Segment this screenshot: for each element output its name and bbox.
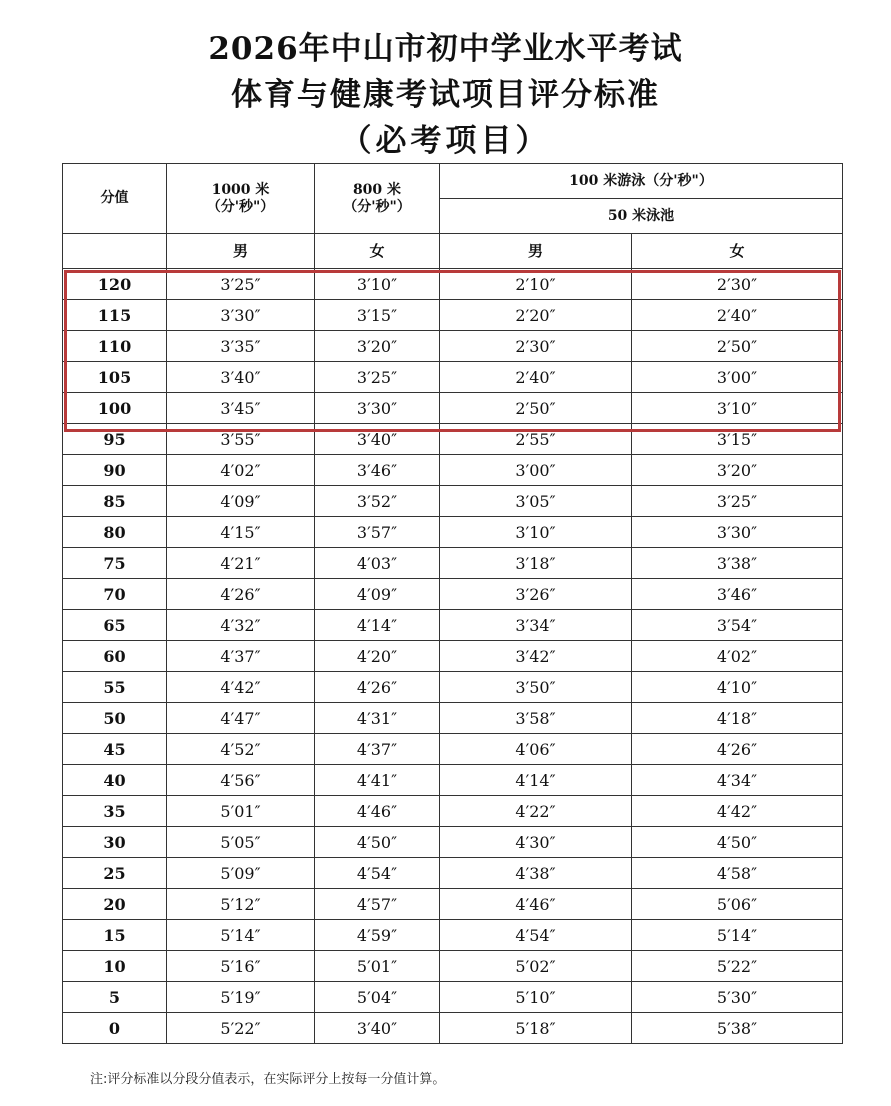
swim-female-cell: 3′10″ [632, 393, 843, 424]
800m-female-cell: 5′01″ [315, 951, 440, 982]
1000m-male-cell: 5′12″ [167, 889, 315, 920]
swim-male-cell: 3′26″ [440, 579, 632, 610]
1000m-male-cell: 4′15″ [167, 517, 315, 548]
800m-female-cell: 4′14″ [315, 610, 440, 641]
swim-male-cell: 5′18″ [440, 1013, 632, 1044]
scoring-table [62, 163, 843, 1044]
800m-female-cell: 4′37″ [315, 734, 440, 765]
score: 85 [63, 486, 167, 517]
table-row [63, 982, 843, 1013]
header-800m-unit: （分'秒"） [343, 198, 411, 215]
score: 45 [63, 734, 167, 765]
800m-female-cell: 3′40″ [315, 1013, 440, 1044]
swim-female-cell: 2′40″ [632, 300, 843, 331]
swim-male-cell: 2′30″ [440, 331, 632, 362]
800m-female-cell: 4′41″ [315, 765, 440, 796]
header-female-swim: 女 [632, 234, 843, 269]
header-male-1000m: 男 [167, 234, 315, 269]
swim-male-cell: 5′10″ [440, 982, 632, 1013]
swim-female-cell: 2′30″ [632, 269, 843, 300]
score: 40 [63, 765, 167, 796]
table-row [63, 517, 843, 548]
score: 115 [63, 300, 167, 331]
score: 35 [63, 796, 167, 827]
table-row [63, 362, 843, 393]
header-score: 分值 [63, 164, 167, 234]
swim-female-cell: 5′38″ [632, 1013, 843, 1044]
footnote: 注:评分标准以分段分值表示，在实际评分上按每一分值计算。 [90, 1072, 446, 1087]
swim-male-cell: 4′06″ [440, 734, 632, 765]
swim-female-cell: 3′00″ [632, 362, 843, 393]
score: 120 [63, 269, 167, 300]
table-row [63, 1013, 843, 1044]
header-gender-blank [63, 234, 167, 269]
1000m-male-cell: 4′52″ [167, 734, 315, 765]
800m-female-cell: 5′04″ [315, 982, 440, 1013]
800m-female-cell: 4′09″ [315, 579, 440, 610]
1000m-male-cell: 5′01″ [167, 796, 315, 827]
table-row [63, 548, 843, 579]
swim-female-cell: 3′54″ [632, 610, 843, 641]
table-row [63, 579, 843, 610]
1000m-male-cell: 3′45″ [167, 393, 315, 424]
800m-female-cell: 3′25″ [315, 362, 440, 393]
header-1000m [167, 164, 315, 234]
1000m-male-cell: 4′26″ [167, 579, 315, 610]
score: 70 [63, 579, 167, 610]
800m-female-cell: 4′59″ [315, 920, 440, 951]
score: 100 [63, 393, 167, 424]
swim-male-cell: 4′30″ [440, 827, 632, 858]
swim-male-cell: 4′22″ [440, 796, 632, 827]
swim-male-cell: 3′10″ [440, 517, 632, 548]
swim-female-cell: 5′30″ [632, 982, 843, 1013]
swim-female-cell: 5′14″ [632, 920, 843, 951]
800m-female-cell: 4′50″ [315, 827, 440, 858]
title-line-3: （必考项目） [340, 123, 551, 159]
800m-female-cell: 3′10″ [315, 269, 440, 300]
1000m-male-cell: 5′22″ [167, 1013, 315, 1044]
swim-female-cell: 4′26″ [632, 734, 843, 765]
1000m-male-cell: 3′40″ [167, 362, 315, 393]
swim-female-cell: 4′10″ [632, 672, 843, 703]
swim-female-cell: 3′38″ [632, 548, 843, 579]
table-row [63, 827, 843, 858]
swim-female-cell: 3′30″ [632, 517, 843, 548]
title-line-1: 2026年中山市初中学业水平考试 [208, 31, 683, 67]
1000m-male-cell: 4′09″ [167, 486, 315, 517]
1000m-male-cell: 4′42″ [167, 672, 315, 703]
header-1000m-name: 1000 米 [211, 181, 270, 198]
swim-male-cell: 5′02″ [440, 951, 632, 982]
1000m-male-cell: 4′47″ [167, 703, 315, 734]
1000m-male-cell: 4′32″ [167, 610, 315, 641]
swim-male-cell: 3′42″ [440, 641, 632, 672]
table-body [63, 269, 843, 1044]
score: 80 [63, 517, 167, 548]
800m-female-cell: 4′46″ [315, 796, 440, 827]
swim-male-cell: 3′58″ [440, 703, 632, 734]
score: 75 [63, 548, 167, 579]
table-row [63, 486, 843, 517]
score: 95 [63, 424, 167, 455]
title-line-2: 体育与健康考试项目评分标准 [231, 77, 660, 113]
header-swim: 100 米游泳（分'秒"） [440, 164, 843, 199]
swim-male-cell: 4′46″ [440, 889, 632, 920]
table-row [63, 703, 843, 734]
800m-female-cell: 4′31″ [315, 703, 440, 734]
score: 105 [63, 362, 167, 393]
score: 65 [63, 610, 167, 641]
swim-male-cell: 3′18″ [440, 548, 632, 579]
swim-male-cell: 4′54″ [440, 920, 632, 951]
score: 60 [63, 641, 167, 672]
800m-female-cell: 4′20″ [315, 641, 440, 672]
800m-female-cell: 3′20″ [315, 331, 440, 362]
swim-female-cell: 4′18″ [632, 703, 843, 734]
table-row [63, 858, 843, 889]
1000m-male-cell: 3′55″ [167, 424, 315, 455]
score: 0 [63, 1013, 167, 1044]
table-row [63, 734, 843, 765]
table-row [63, 610, 843, 641]
swim-female-cell: 3′15″ [632, 424, 843, 455]
swim-male-cell: 3′34″ [440, 610, 632, 641]
score: 15 [63, 920, 167, 951]
1000m-male-cell: 5′09″ [167, 858, 315, 889]
table-row [63, 269, 843, 300]
header-1000m-unit: （分'秒"） [206, 198, 275, 215]
table-row [63, 765, 843, 796]
score: 30 [63, 827, 167, 858]
swim-female-cell: 3′46″ [632, 579, 843, 610]
header-swim-pool: 50 米泳池 [440, 199, 843, 234]
swim-male-cell: 4′38″ [440, 858, 632, 889]
swim-female-cell: 3′25″ [632, 486, 843, 517]
800m-female-cell: 3′57″ [315, 517, 440, 548]
swim-male-cell: 4′14″ [440, 765, 632, 796]
1000m-male-cell: 4′02″ [167, 455, 315, 486]
swim-female-cell: 5′06″ [632, 889, 843, 920]
swim-female-cell: 4′42″ [632, 796, 843, 827]
swim-male-cell: 2′20″ [440, 300, 632, 331]
swim-female-cell: 4′50″ [632, 827, 843, 858]
score: 50 [63, 703, 167, 734]
swim-female-cell: 4′58″ [632, 858, 843, 889]
swim-male-cell: 3′50″ [440, 672, 632, 703]
table-row [63, 641, 843, 672]
swim-female-cell: 2′50″ [632, 331, 843, 362]
swim-male-cell: 2′55″ [440, 424, 632, 455]
swim-male-cell: 3′05″ [440, 486, 632, 517]
table-row [63, 300, 843, 331]
header-800m-name: 800 米 [352, 181, 402, 198]
swim-male-cell: 2′10″ [440, 269, 632, 300]
1000m-male-cell: 3′30″ [167, 300, 315, 331]
swim-female-cell: 4′02″ [632, 641, 843, 672]
800m-female-cell: 3′30″ [315, 393, 440, 424]
1000m-male-cell: 4′56″ [167, 765, 315, 796]
score: 25 [63, 858, 167, 889]
1000m-male-cell: 4′37″ [167, 641, 315, 672]
1000m-male-cell: 3′35″ [167, 331, 315, 362]
1000m-male-cell: 5′16″ [167, 951, 315, 982]
800m-female-cell: 4′03″ [315, 548, 440, 579]
table-row [63, 331, 843, 362]
swim-male-cell: 2′50″ [440, 393, 632, 424]
swim-female-cell: 4′34″ [632, 765, 843, 796]
header-800m [315, 164, 440, 234]
1000m-male-cell: 4′21″ [167, 548, 315, 579]
1000m-male-cell: 5′19″ [167, 982, 315, 1013]
score: 10 [63, 951, 167, 982]
800m-female-cell: 4′54″ [315, 858, 440, 889]
1000m-male-cell: 5′05″ [167, 827, 315, 858]
score: 110 [63, 331, 167, 362]
table-row [63, 951, 843, 982]
800m-female-cell: 4′57″ [315, 889, 440, 920]
score: 90 [63, 455, 167, 486]
header-male-swim: 男 [440, 234, 632, 269]
800m-female-cell: 3′46″ [315, 455, 440, 486]
header-female-800m: 女 [315, 234, 440, 269]
table-row [63, 455, 843, 486]
table-row [63, 920, 843, 951]
1000m-male-cell: 3′25″ [167, 269, 315, 300]
swim-female-cell: 5′22″ [632, 951, 843, 982]
swim-female-cell: 3′20″ [632, 455, 843, 486]
table-row [63, 889, 843, 920]
score: 20 [63, 889, 167, 920]
score: 55 [63, 672, 167, 703]
800m-female-cell: 3′15″ [315, 300, 440, 331]
document-title [0, 26, 891, 164]
swim-male-cell: 3′00″ [440, 455, 632, 486]
table-row [63, 393, 843, 424]
score: 5 [63, 982, 167, 1013]
1000m-male-cell: 5′14″ [167, 920, 315, 951]
table-row [63, 796, 843, 827]
swim-male-cell: 2′40″ [440, 362, 632, 393]
table-row [63, 424, 843, 455]
800m-female-cell: 3′52″ [315, 486, 440, 517]
800m-female-cell: 3′40″ [315, 424, 440, 455]
table-row [63, 672, 843, 703]
800m-female-cell: 4′26″ [315, 672, 440, 703]
